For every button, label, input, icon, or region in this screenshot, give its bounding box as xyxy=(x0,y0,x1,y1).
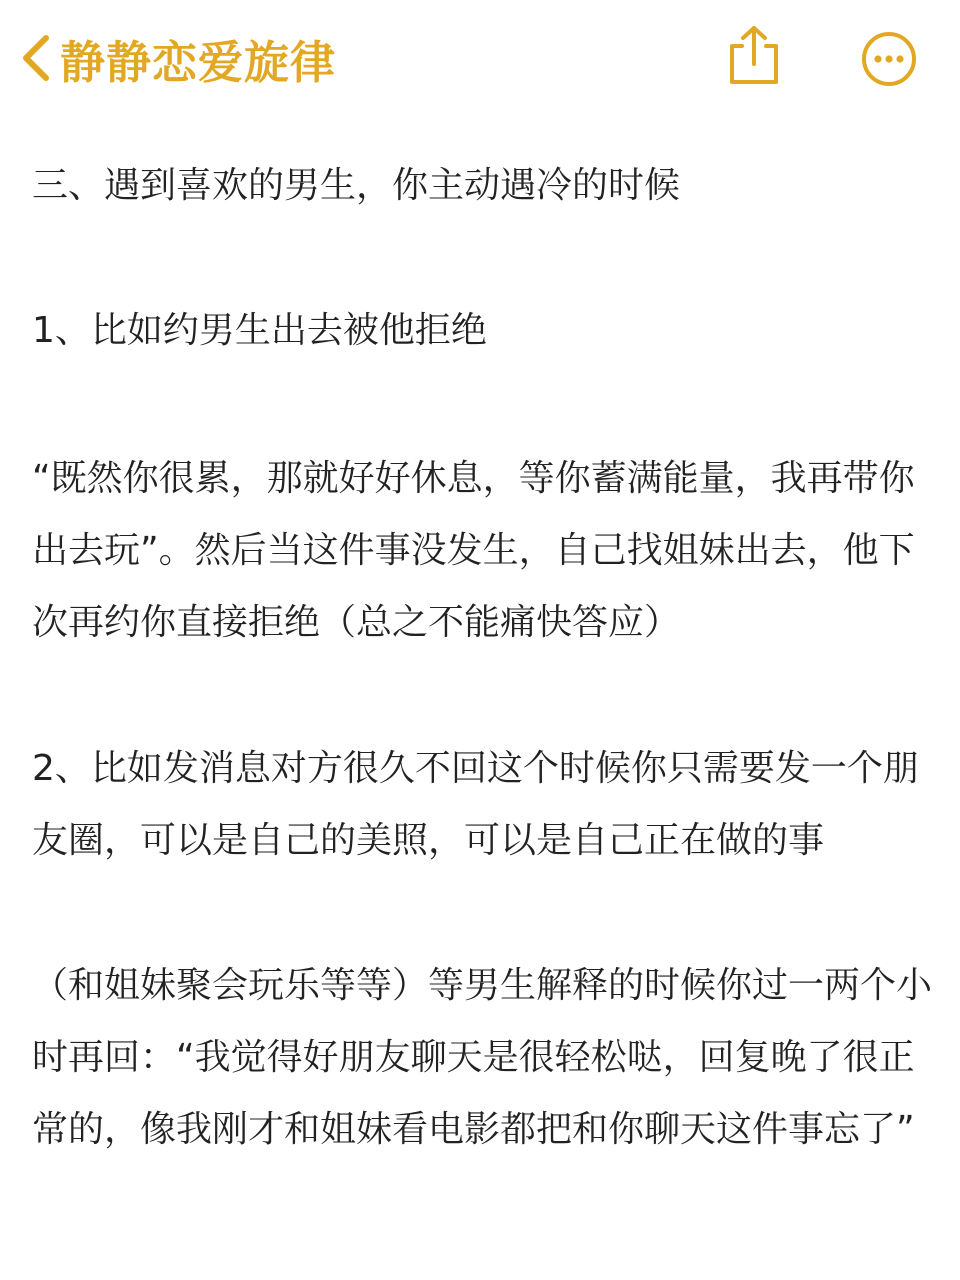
more-button[interactable] xyxy=(860,30,918,88)
note-paragraph: 1、比如约男生出去被他拒绝 xyxy=(32,310,487,351)
share-button[interactable] xyxy=(726,24,782,88)
note-paragraph: （和姐妹聚会玩乐等等）等男生解释的时候你过一两个小时再回：“我觉得好朋友聊天是很轻松哒，回复晚了很正常的，像我刚才和姐妹看电影都把和你聊天这件事忘了” xyxy=(32,965,933,1150)
note-heading: 三、遇到喜欢的男生，你主动遇冷的时候 xyxy=(32,165,681,206)
note-paragraph: “既然你很累，那就好好休息，等你蓄满能量，我再带你出去玩”。然后当这件事没发生，自己找姐妹出去，他下次再约你直接拒绝（总之不能痛快答应） xyxy=(32,458,915,643)
back-label: 静静恋爱旋律 xyxy=(60,35,337,89)
chevron-left-icon xyxy=(18,32,52,84)
more-icon xyxy=(860,30,918,88)
navigation-bar xyxy=(0,0,960,120)
note-paragraph: 2、比如发消息对方很久不回这个时候你只需要发一个朋友圈，可以是自己的美照，可以是自己正在做的事 xyxy=(32,748,919,861)
share-icon xyxy=(726,24,782,88)
back-button[interactable] xyxy=(18,26,336,90)
